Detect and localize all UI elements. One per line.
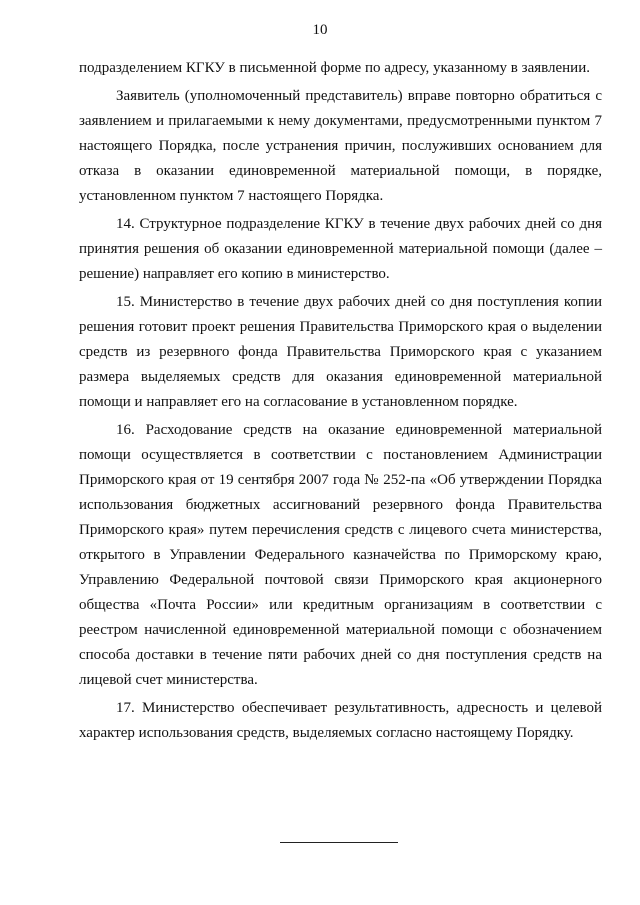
paragraph-16: 16. Расходование средств на оказание единовременной материальной помощи осуществляется в соответствии с постановлением Администрации Приморского края от 19 сентября 2007 года № 252-па «Об утверждении Порядка использования бюджетных ассигнований резервного фонда Правительства Приморского края» путем перечисления средств с лицевого счета министерства, открытого в Управлении Федерального казначейства по Приморскому краю, Управлению Федеральной почтовой связи Приморского края акционерного общества «Почта России» или кредитным организациям в соответствии с реестром начисленной единовременной материальной помощи с обозначением способа доставки в течение пяти рабочих дней со дня поступления средств на лицевой счет министерства. [79,422,602,688]
document-body [79,56,602,749]
paragraph-14: 14. Структурное подразделение КГКУ в течение двух рабочих дней со дня принятия решения об оказании единовременной материальной помощи (далее – решение) направляет его копию в министерство. [79,216,602,282]
paragraph-15: 15. Министерство в течение двух рабочих дней со дня поступления копии решения готовит проект решения Правительства Приморского края о выделении средств из резервного фонда Правительства Приморского края с указанием размера выделяемых средств для оказания единовременной материальной помощи и направляет его на согласование в установленном порядке. [79,294,602,410]
paragraph-continuation: подразделением КГКУ в письменной форме по адресу, указанному в заявлении. [79,60,590,76]
end-separator-line [280,842,398,843]
paragraph-17: 17. Министерство обеспечивает результативность, адресность и целевой характер использования средств, выделяемых согласно настоящему Порядку. [79,700,602,741]
paragraph-reapply: Заявитель (уполномоченный представитель) вправе повторно обратиться с заявлением и прилагаемыми к нему документами, предусмотренными пунктом 7 настоящего Порядка, после устранения причин, послуживших основанием для отказа в оказании единовременной материальной помощи, в порядке, установленном пунктом 7 настоящего Порядка. [79,88,602,204]
page-number: 10 [312,22,328,38]
